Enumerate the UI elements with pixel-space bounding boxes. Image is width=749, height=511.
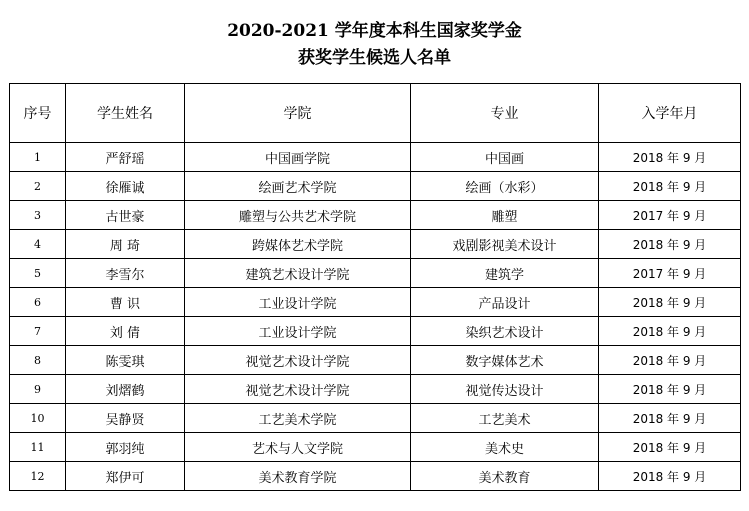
header-major: 专业 <box>411 84 599 143</box>
cell-enroll-date: 2018 年 9 月 <box>599 317 741 346</box>
cell-enroll-date: 2018 年 9 月 <box>599 346 741 375</box>
cell-student-name: 郭羽纯 <box>66 433 185 462</box>
table-row <box>10 172 741 201</box>
cell-college: 跨媒体艺术学院 <box>185 230 411 259</box>
table-row <box>10 375 741 404</box>
cell-college: 视觉艺术设计学院 <box>185 346 411 375</box>
table-row <box>10 230 741 259</box>
cell-student-name: 曹 识 <box>66 288 185 317</box>
cell-student-name: 刘熠鹤 <box>66 375 185 404</box>
table-row <box>10 201 741 230</box>
cell-no: 10 <box>10 404 66 433</box>
cell-no: 11 <box>10 433 66 462</box>
cell-student-name: 古世豪 <box>66 201 185 230</box>
cell-major: 绘画（水彩） <box>411 172 599 201</box>
cell-enroll-date: 2018 年 9 月 <box>599 172 741 201</box>
cell-college: 美术教育学院 <box>185 462 411 491</box>
title-line-1: 2020-2021 学年度本科生国家奖学金 <box>227 21 522 41</box>
cell-college: 工业设计学院 <box>185 288 411 317</box>
cell-major: 中国画 <box>411 143 599 172</box>
cell-student-name: 徐雁诚 <box>66 172 185 201</box>
cell-no: 9 <box>10 375 66 404</box>
cell-no: 1 <box>10 143 66 172</box>
cell-no: 5 <box>10 259 66 288</box>
cell-enroll-date: 2017 年 9 月 <box>599 201 741 230</box>
table-row <box>10 462 741 491</box>
header-row <box>10 84 741 143</box>
cell-college: 艺术与人文学院 <box>185 433 411 462</box>
cell-no: 8 <box>10 346 66 375</box>
cell-major: 戏剧影视美术设计 <box>411 230 599 259</box>
cell-student-name: 刘 倩 <box>66 317 185 346</box>
header-no: 序号 <box>10 84 66 143</box>
cell-enroll-date: 2018 年 9 月 <box>599 404 741 433</box>
table-row <box>10 259 741 288</box>
table-body <box>10 143 741 491</box>
cell-college: 中国画学院 <box>185 143 411 172</box>
table-row <box>10 404 741 433</box>
cell-enroll-date: 2017 年 9 月 <box>599 259 741 288</box>
cell-student-name: 李雪尔 <box>66 259 185 288</box>
cell-major: 视觉传达设计 <box>411 375 599 404</box>
cell-major: 美术教育 <box>411 462 599 491</box>
table-row <box>10 288 741 317</box>
cell-major: 染织艺术设计 <box>411 317 599 346</box>
cell-major: 美术史 <box>411 433 599 462</box>
cell-college: 视觉艺术设计学院 <box>185 375 411 404</box>
header-college: 学院 <box>185 84 411 143</box>
table-row <box>10 433 741 462</box>
table-row <box>10 317 741 346</box>
header-name: 学生姓名 <box>66 84 185 143</box>
cell-enroll-date: 2018 年 9 月 <box>599 375 741 404</box>
cell-student-name: 吴静贤 <box>66 404 185 433</box>
cell-college: 工业设计学院 <box>185 317 411 346</box>
cell-no: 4 <box>10 230 66 259</box>
cell-enroll-date: 2018 年 9 月 <box>599 230 741 259</box>
cell-major: 数字媒体艺术 <box>411 346 599 375</box>
cell-no: 3 <box>10 201 66 230</box>
cell-no: 6 <box>10 288 66 317</box>
cell-college: 建筑艺术设计学院 <box>185 259 411 288</box>
table-row <box>10 143 741 172</box>
table-header <box>10 84 741 143</box>
table-row <box>10 346 741 375</box>
cell-major: 建筑学 <box>411 259 599 288</box>
cell-student-name: 陈雯琪 <box>66 346 185 375</box>
cell-no: 2 <box>10 172 66 201</box>
cell-student-name: 严舒瑶 <box>66 143 185 172</box>
cell-major: 雕塑 <box>411 201 599 230</box>
cell-enroll-date: 2018 年 9 月 <box>599 143 741 172</box>
title-line-2: 获奖学生候选人名单 <box>298 48 451 68</box>
cell-student-name: 周 琦 <box>66 230 185 259</box>
cell-no: 12 <box>10 462 66 491</box>
cell-enroll-date: 2018 年 9 月 <box>599 288 741 317</box>
cell-no: 7 <box>10 317 66 346</box>
cell-college: 绘画艺术学院 <box>185 172 411 201</box>
cell-major: 工艺美术 <box>411 404 599 433</box>
cell-enroll-date: 2018 年 9 月 <box>599 433 741 462</box>
cell-college: 雕塑与公共艺术学院 <box>185 201 411 230</box>
cell-student-name: 郑伊可 <box>66 462 185 491</box>
document-title <box>0 18 749 72</box>
cell-major: 产品设计 <box>411 288 599 317</box>
cell-enroll-date: 2018 年 9 月 <box>599 462 741 491</box>
header-enroll: 入学年月 <box>599 84 741 143</box>
candidate-table <box>9 83 741 491</box>
cell-college: 工艺美术学院 <box>185 404 411 433</box>
